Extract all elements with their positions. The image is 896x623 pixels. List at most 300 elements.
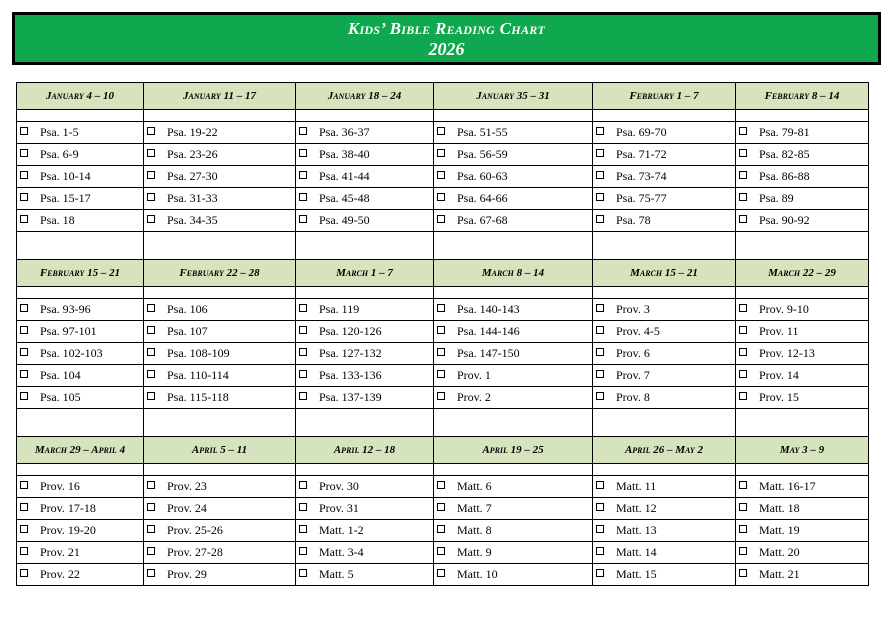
spacer-cell xyxy=(17,287,144,299)
blank-cell xyxy=(593,232,736,260)
reading-item xyxy=(17,144,144,166)
reading-item xyxy=(434,210,593,232)
blank-cell xyxy=(144,232,296,260)
checkbox-icon[interactable] xyxy=(437,215,445,223)
reading-label: Psa. 10-14 xyxy=(40,169,91,183)
reading-item xyxy=(144,520,296,542)
checkbox-icon[interactable] xyxy=(20,215,28,223)
reading-label: Psa. 89 xyxy=(759,191,794,205)
week-header: March 22 – 29 xyxy=(736,260,869,287)
reading-item xyxy=(296,542,434,564)
reading-label: Matt. 19 xyxy=(759,523,800,537)
reading-row xyxy=(17,520,869,542)
reading-item xyxy=(736,365,869,387)
checkbox-icon[interactable] xyxy=(147,127,155,135)
reading-item xyxy=(17,564,144,586)
reading-label: Psa. 115-118 xyxy=(167,390,229,404)
reading-item xyxy=(17,387,144,409)
spacer-cell xyxy=(434,464,593,476)
reading-item xyxy=(593,387,736,409)
reading-label: Matt. 9 xyxy=(457,545,492,559)
reading-item xyxy=(17,166,144,188)
checkbox-icon[interactable] xyxy=(437,348,445,356)
checkbox-icon[interactable] xyxy=(596,481,604,489)
reading-label: Psa. 120-126 xyxy=(319,324,382,338)
reading-label: Psa. 78 xyxy=(616,213,651,227)
reading-label: Psa. 86-88 xyxy=(759,169,810,183)
checkbox-icon[interactable] xyxy=(596,370,604,378)
checkbox-icon[interactable] xyxy=(596,149,604,157)
reading-label: Prov. 27-28 xyxy=(167,545,223,559)
checkbox-icon[interactable] xyxy=(299,149,307,157)
checkbox-icon[interactable] xyxy=(299,370,307,378)
blank-cell xyxy=(736,409,869,437)
spacer-cell xyxy=(593,110,736,122)
reading-item xyxy=(593,122,736,144)
reading-label: Psa. 75-77 xyxy=(616,191,667,205)
reading-item xyxy=(593,476,736,498)
reading-label: Matt. 1-2 xyxy=(319,523,364,537)
reading-item xyxy=(434,365,593,387)
reading-label: Psa. 18 xyxy=(40,213,75,227)
checkbox-icon[interactable] xyxy=(437,127,445,135)
blank-cell xyxy=(17,232,144,260)
reading-label: Psa. 38-40 xyxy=(319,147,370,161)
checkbox-icon[interactable] xyxy=(739,503,747,511)
chart-title-banner xyxy=(12,12,881,65)
checkbox-icon[interactable] xyxy=(20,503,28,511)
checkbox-icon[interactable] xyxy=(596,547,604,555)
week-header-row xyxy=(17,83,869,110)
reading-label: Prov. 31 xyxy=(319,501,359,515)
chart-year: 2026 xyxy=(428,39,465,59)
checkbox-icon[interactable] xyxy=(299,215,307,223)
checkbox-icon[interactable] xyxy=(437,481,445,489)
checkbox-icon[interactable] xyxy=(20,370,28,378)
reading-label: Prov. 2 xyxy=(457,390,491,404)
reading-label: Prov. 22 xyxy=(40,567,80,581)
reading-label: Psa. 45-48 xyxy=(319,191,370,205)
checkbox-icon[interactable] xyxy=(739,370,747,378)
checkbox-icon[interactable] xyxy=(739,127,747,135)
checkbox-icon[interactable] xyxy=(20,569,28,577)
checkbox-icon[interactable] xyxy=(739,193,747,201)
reading-item xyxy=(434,144,593,166)
reading-label: Matt. 7 xyxy=(457,501,492,515)
reading-item xyxy=(296,520,434,542)
reading-item xyxy=(144,166,296,188)
reading-row xyxy=(17,166,869,188)
reading-row xyxy=(17,188,869,210)
reading-item xyxy=(296,498,434,520)
reading-item xyxy=(296,144,434,166)
reading-item xyxy=(736,343,869,365)
checkbox-icon[interactable] xyxy=(739,392,747,400)
reading-label: Psa. 144-146 xyxy=(457,324,520,338)
checkbox-icon[interactable] xyxy=(147,304,155,312)
reading-label: Prov. 24 xyxy=(167,501,207,515)
week-header-row xyxy=(17,260,869,287)
spacer-cell xyxy=(144,287,296,299)
checkbox-icon[interactable] xyxy=(739,215,747,223)
reading-label: Psa. 106 xyxy=(167,302,208,316)
reading-label: Psa. 51-55 xyxy=(457,125,508,139)
reading-label: Prov. 8 xyxy=(616,390,650,404)
reading-item xyxy=(434,498,593,520)
reading-row xyxy=(17,498,869,520)
checkbox-icon[interactable] xyxy=(147,149,155,157)
reading-label: Matt. 11 xyxy=(616,479,657,493)
reading-label: Psa. 27-30 xyxy=(167,169,218,183)
reading-item xyxy=(17,498,144,520)
checkbox-icon[interactable] xyxy=(147,392,155,400)
reading-item xyxy=(736,166,869,188)
reading-item xyxy=(736,564,869,586)
reading-label: Psa. 79-81 xyxy=(759,125,810,139)
reading-label: Psa. 1-5 xyxy=(40,125,79,139)
reading-item xyxy=(144,476,296,498)
reading-item xyxy=(296,188,434,210)
checkbox-icon[interactable] xyxy=(739,348,747,356)
checkbox-icon[interactable] xyxy=(299,127,307,135)
checkbox-icon[interactable] xyxy=(299,569,307,577)
reading-item xyxy=(434,343,593,365)
reading-label: Psa. 133-136 xyxy=(319,368,382,382)
spacer-cell xyxy=(17,110,144,122)
reading-label: Matt. 18 xyxy=(759,501,800,515)
checkbox-icon[interactable] xyxy=(437,392,445,400)
checkbox-icon[interactable] xyxy=(596,525,604,533)
reading-item xyxy=(736,144,869,166)
checkbox-icon[interactable] xyxy=(596,392,604,400)
reading-row xyxy=(17,321,869,343)
checkbox-icon[interactable] xyxy=(596,569,604,577)
reading-label: Psa. 64-66 xyxy=(457,191,508,205)
checkbox-icon[interactable] xyxy=(20,326,28,334)
checkbox-icon[interactable] xyxy=(20,149,28,157)
reading-item xyxy=(593,299,736,321)
reading-item xyxy=(434,188,593,210)
reading-item xyxy=(144,542,296,564)
week-header: April 12 – 18 xyxy=(296,437,434,464)
reading-label: Prov. 23 xyxy=(167,479,207,493)
blank-cell xyxy=(434,409,593,437)
reading-item xyxy=(434,542,593,564)
spacer-cell xyxy=(736,464,869,476)
reading-label: Prov. 9-10 xyxy=(759,302,809,316)
checkbox-icon[interactable] xyxy=(299,547,307,555)
checkbox-icon[interactable] xyxy=(596,304,604,312)
checkbox-icon[interactable] xyxy=(299,525,307,533)
week-header: January 11 – 17 xyxy=(144,83,296,110)
week-header: April 5 – 11 xyxy=(144,437,296,464)
checkbox-icon[interactable] xyxy=(147,326,155,334)
reading-label: Psa. 56-59 xyxy=(457,147,508,161)
reading-item xyxy=(434,564,593,586)
checkbox-icon[interactable] xyxy=(596,171,604,179)
spacer-cell xyxy=(434,110,593,122)
checkbox-icon[interactable] xyxy=(596,127,604,135)
checkbox-icon[interactable] xyxy=(299,392,307,400)
reading-label: Psa. 71-72 xyxy=(616,147,667,161)
reading-label: Matt. 15 xyxy=(616,567,657,581)
checkbox-icon[interactable] xyxy=(739,149,747,157)
reading-row xyxy=(17,542,869,564)
reading-label: Prov. 1 xyxy=(457,368,491,382)
reading-label: Prov. 21 xyxy=(40,545,80,559)
blank-cell xyxy=(144,409,296,437)
checkbox-icon[interactable] xyxy=(20,392,28,400)
reading-item xyxy=(434,321,593,343)
reading-item xyxy=(593,321,736,343)
reading-item xyxy=(144,210,296,232)
blank-cell xyxy=(17,409,144,437)
reading-label: Prov. 14 xyxy=(759,368,799,382)
reading-label: Psa. 105 xyxy=(40,390,81,404)
checkbox-icon[interactable] xyxy=(20,481,28,489)
checkbox-icon[interactable] xyxy=(437,569,445,577)
checkbox-icon[interactable] xyxy=(147,569,155,577)
checkbox-icon[interactable] xyxy=(299,326,307,334)
reading-item xyxy=(736,321,869,343)
reading-label: Psa. 34-35 xyxy=(167,213,218,227)
reading-item xyxy=(434,166,593,188)
reading-label: Matt. 8 xyxy=(457,523,492,537)
reading-row xyxy=(17,122,869,144)
reading-item xyxy=(17,122,144,144)
reading-item xyxy=(296,321,434,343)
reading-label: Psa. 60-63 xyxy=(457,169,508,183)
reading-row xyxy=(17,476,869,498)
reading-label: Prov. 3 xyxy=(616,302,650,316)
reading-label: Matt. 16-17 xyxy=(759,479,816,493)
checkbox-icon[interactable] xyxy=(147,547,155,555)
checkbox-icon[interactable] xyxy=(739,171,747,179)
reading-item xyxy=(17,321,144,343)
spacer-cell xyxy=(144,464,296,476)
week-header: March 29 – April 4 xyxy=(17,437,144,464)
blank-cell xyxy=(736,232,869,260)
reading-label: Matt. 10 xyxy=(457,567,498,581)
reading-item xyxy=(593,188,736,210)
checkbox-icon[interactable] xyxy=(147,215,155,223)
reading-label: Matt. 20 xyxy=(759,545,800,559)
reading-label: Psa. 107 xyxy=(167,324,208,338)
reading-label: Psa. 15-17 xyxy=(40,191,91,205)
reading-item xyxy=(144,365,296,387)
week-header: April 19 – 25 xyxy=(434,437,593,464)
checkbox-icon[interactable] xyxy=(20,525,28,533)
reading-label: Psa. 49-50 xyxy=(319,213,370,227)
checkbox-icon[interactable] xyxy=(299,481,307,489)
spacer-cell xyxy=(593,464,736,476)
reading-item xyxy=(736,122,869,144)
week-header: May 3 – 9 xyxy=(736,437,869,464)
checkbox-icon[interactable] xyxy=(299,171,307,179)
reading-item xyxy=(434,520,593,542)
checkbox-icon[interactable] xyxy=(299,193,307,201)
reading-label: Psa. 19-22 xyxy=(167,125,218,139)
reading-label: Matt. 13 xyxy=(616,523,657,537)
reading-label: Psa. 73-74 xyxy=(616,169,667,183)
checkbox-icon[interactable] xyxy=(20,348,28,356)
checkbox-icon[interactable] xyxy=(437,149,445,157)
reading-item xyxy=(736,542,869,564)
reading-row xyxy=(17,365,869,387)
reading-item xyxy=(144,144,296,166)
checkbox-icon[interactable] xyxy=(147,481,155,489)
checkbox-icon[interactable] xyxy=(437,547,445,555)
week-header: February 1 – 7 xyxy=(593,83,736,110)
spacer-cell xyxy=(296,287,434,299)
reading-label: Matt. 21 xyxy=(759,567,800,581)
reading-item xyxy=(296,365,434,387)
checkbox-icon[interactable] xyxy=(147,525,155,533)
reading-label: Prov. 6 xyxy=(616,346,650,360)
reading-item xyxy=(144,387,296,409)
reading-label: Psa. 82-85 xyxy=(759,147,810,161)
checkbox-icon[interactable] xyxy=(20,304,28,312)
reading-item xyxy=(593,343,736,365)
reading-item xyxy=(17,299,144,321)
spacer-row xyxy=(17,287,869,299)
checkbox-icon[interactable] xyxy=(147,171,155,179)
checkbox-icon[interactable] xyxy=(739,569,747,577)
checkbox-icon[interactable] xyxy=(596,326,604,334)
checkbox-icon[interactable] xyxy=(299,503,307,511)
checkbox-icon[interactable] xyxy=(20,171,28,179)
reading-label: Psa. 36-37 xyxy=(319,125,370,139)
spacer-cell xyxy=(434,287,593,299)
week-header: March 8 – 14 xyxy=(434,260,593,287)
checkbox-icon[interactable] xyxy=(739,481,747,489)
reading-label: Prov. 11 xyxy=(759,324,799,338)
checkbox-icon[interactable] xyxy=(596,348,604,356)
spacer-cell xyxy=(593,287,736,299)
reading-label: Psa. 147-150 xyxy=(457,346,520,360)
reading-item xyxy=(593,210,736,232)
checkbox-icon[interactable] xyxy=(299,304,307,312)
reading-item xyxy=(593,520,736,542)
reading-item xyxy=(593,144,736,166)
blank-cell xyxy=(593,409,736,437)
reading-item xyxy=(144,343,296,365)
checkbox-icon[interactable] xyxy=(437,525,445,533)
reading-label: Matt. 3-4 xyxy=(319,545,364,559)
week-header: February 15 – 21 xyxy=(17,260,144,287)
reading-label: Prov. 17-18 xyxy=(40,501,96,515)
reading-row xyxy=(17,387,869,409)
reading-label: Psa. 140-143 xyxy=(457,302,520,316)
reading-label: Prov. 30 xyxy=(319,479,359,493)
chart-title: Kids’ Bible Reading Chart xyxy=(347,19,546,38)
spacer-cell xyxy=(17,464,144,476)
reading-item xyxy=(17,520,144,542)
checkbox-icon[interactable] xyxy=(437,370,445,378)
reading-item xyxy=(736,299,869,321)
reading-item xyxy=(17,188,144,210)
checkbox-icon[interactable] xyxy=(596,215,604,223)
reading-row xyxy=(17,144,869,166)
checkbox-icon[interactable] xyxy=(437,326,445,334)
blank-row xyxy=(17,232,869,260)
reading-row xyxy=(17,299,869,321)
reading-item xyxy=(17,476,144,498)
checkbox-icon[interactable] xyxy=(596,193,604,201)
checkbox-icon[interactable] xyxy=(739,547,747,555)
reading-label: Psa. 93-96 xyxy=(40,302,91,316)
checkbox-icon[interactable] xyxy=(147,348,155,356)
reading-label: Prov. 15 xyxy=(759,390,799,404)
week-header: February 8 – 14 xyxy=(736,83,869,110)
reading-label: Prov. 7 xyxy=(616,368,650,382)
reading-item xyxy=(736,210,869,232)
checkbox-icon[interactable] xyxy=(596,503,604,511)
reading-label: Matt. 12 xyxy=(616,501,657,515)
checkbox-icon[interactable] xyxy=(147,503,155,511)
reading-item xyxy=(736,498,869,520)
reading-label: Psa. 69-70 xyxy=(616,125,667,139)
week-header: January 18 – 24 xyxy=(296,83,434,110)
reading-item xyxy=(296,387,434,409)
reading-item xyxy=(434,299,593,321)
week-header: March 1 – 7 xyxy=(296,260,434,287)
checkbox-icon[interactable] xyxy=(437,503,445,511)
checkbox-icon[interactable] xyxy=(299,348,307,356)
reading-label: Prov. 12-13 xyxy=(759,346,815,360)
reading-label: Psa. 67-68 xyxy=(457,213,508,227)
reading-label: Psa. 6-9 xyxy=(40,147,79,161)
reading-label: Psa. 97-101 xyxy=(40,324,97,338)
reading-item xyxy=(593,498,736,520)
reading-item xyxy=(17,542,144,564)
checkbox-icon[interactable] xyxy=(739,326,747,334)
checkbox-icon[interactable] xyxy=(20,547,28,555)
reading-item xyxy=(17,210,144,232)
checkbox-icon[interactable] xyxy=(20,193,28,201)
checkbox-icon[interactable] xyxy=(739,304,747,312)
checkbox-icon[interactable] xyxy=(437,304,445,312)
reading-item xyxy=(434,476,593,498)
reading-label: Psa. 90-92 xyxy=(759,213,810,227)
blank-row xyxy=(17,409,869,437)
reading-item xyxy=(144,498,296,520)
reading-row xyxy=(17,210,869,232)
reading-item xyxy=(736,476,869,498)
checkbox-icon[interactable] xyxy=(437,171,445,179)
checkbox-icon[interactable] xyxy=(147,370,155,378)
checkbox-icon[interactable] xyxy=(739,525,747,533)
reading-label: Prov. 29 xyxy=(167,567,207,581)
reading-item xyxy=(593,564,736,586)
reading-label: Psa. 110-114 xyxy=(167,368,229,382)
reading-item xyxy=(144,299,296,321)
reading-item xyxy=(736,188,869,210)
checkbox-icon[interactable] xyxy=(147,193,155,201)
reading-label: Psa. 108-109 xyxy=(167,346,230,360)
reading-chart-table xyxy=(16,82,869,586)
checkbox-icon[interactable] xyxy=(20,127,28,135)
reading-label: Prov. 4-5 xyxy=(616,324,660,338)
checkbox-icon[interactable] xyxy=(437,193,445,201)
reading-item xyxy=(434,122,593,144)
reading-item xyxy=(296,210,434,232)
reading-item xyxy=(296,122,434,144)
reading-item xyxy=(593,365,736,387)
spacer-cell xyxy=(296,464,434,476)
reading-label: Psa. 127-132 xyxy=(319,346,382,360)
reading-item xyxy=(296,343,434,365)
